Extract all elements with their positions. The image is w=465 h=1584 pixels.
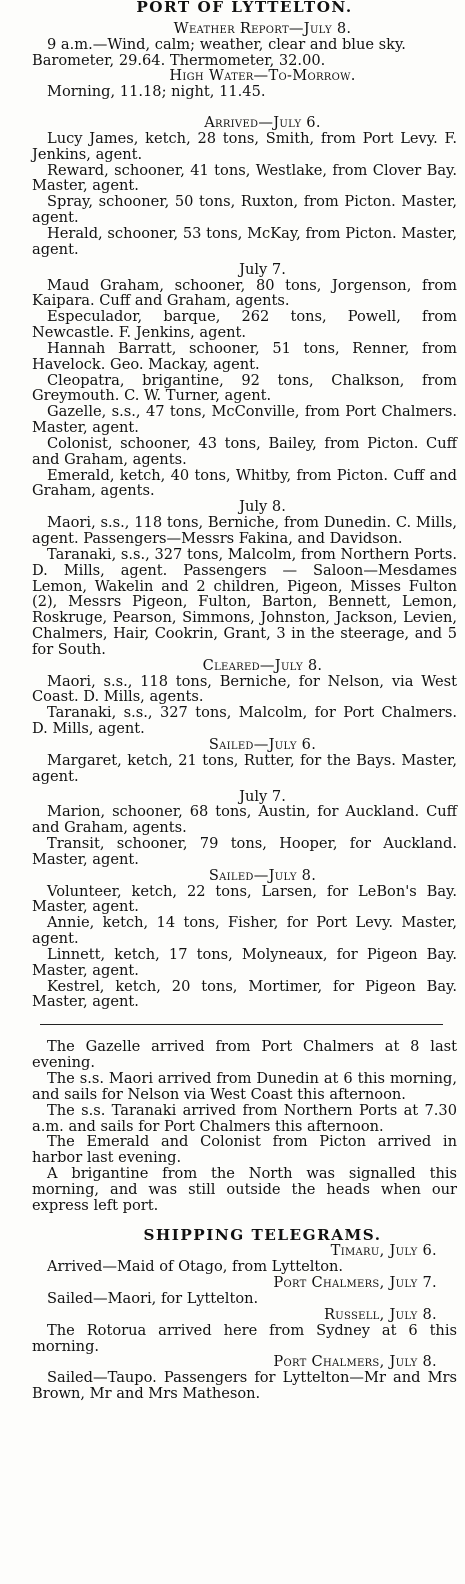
arrival-entry: Maud Graham, schooner, 80 tons, Jorgenson, from Kaipara. Cuff and Graham, agents. bbox=[32, 276, 457, 310]
arrival-entry: Herald, schooner, 53 tons, McKay, from Picton. Master, agent. bbox=[32, 224, 457, 258]
high-water-heading: High Water—To-Morrow. bbox=[169, 67, 356, 85]
arrival-entry: Taranaki, s.s., 327 tons, Malcolm, from Northern Ports. D. Mills, agent. Passengers — Saloon—Mesdames Lemon, Wakelin and 2 children, Pigeon, Misses Fulton (2), Messrs Pigeon, Fulton, Barton, Bennett, Lemon, Roskruge, Pearson, Simmons, Johnston, Jackson, Levien, Chalmers, Hair, Cookrin, Grant, 3 in the steerage, and 5 for South. bbox=[32, 545, 457, 658]
sailed-entry: Marion, schooner, 68 tons, Austin, for Auckland. Cuff and Graham, agents. bbox=[32, 803, 457, 837]
harbor-note: The s.s. Maori arrived from Dunedin at 6 this morning, and sails for Nelson via West Coast this afternoon. bbox=[32, 1070, 457, 1103]
arrival-entry: Lucy James, ketch, 28 tons, Smith, from Port Levy. F. Jenkins, agent. bbox=[32, 129, 457, 163]
sailed-entry: Volunteer, ketch, 22 tons, Larsen, for LeBon's Bay. Master, agent. bbox=[32, 882, 457, 916]
telegram-text: Arrived—Maid of Otago, from Lyttelton. bbox=[47, 1258, 344, 1276]
sailed-heading-july8: Sailed—July 8. bbox=[208, 866, 317, 884]
arrival-entry: Reward, schooner, 41 tons, Westlake, from Clover Bay. Master, agent. bbox=[32, 161, 457, 195]
section-divider bbox=[40, 1024, 443, 1025]
harbor-note: The Emerald and Colonist from Picton arrived in harbor last evening. bbox=[32, 1133, 457, 1167]
telegram-dateline: Russell, July 8. bbox=[323, 1305, 437, 1323]
arrival-entry: Cleopatra, brigantine, 92 tons, Chalkson, from Greymouth. C. W. Turner, agent. bbox=[32, 371, 457, 405]
arrived-heading: Arrived—July 6. bbox=[204, 114, 321, 132]
cleared-entry: Maori, s.s., 118 tons, Berniche, for Nelson, via West Coast. D. Mills, agents. bbox=[32, 672, 457, 706]
arrival-entry: Gazelle, s.s., 47 tons, McConville, from Port Chalmers. Master, agent. bbox=[32, 403, 457, 437]
page-title: PORT OF LYTTELTON. bbox=[136, 0, 353, 16]
arrived-date-july7: July 7. bbox=[239, 260, 286, 278]
arrival-entry: Maori, s.s., 118 tons, Berniche, from Dunedin. C. Mills, agent. Passengers—Messrs Fakina, and Davidson. bbox=[32, 514, 457, 547]
telegram-dateline: Port Chalmers, July 8. bbox=[273, 1353, 437, 1371]
weather-line: 9 a.m.—Wind, calm; weather, clear and blue sky. bbox=[47, 35, 406, 53]
high-water-line: Morning, 11.18; night, 11.45. bbox=[47, 83, 266, 101]
sailed-entry: Transit, schooner, 79 tons, Hooper, for Auckland. Master, agent. bbox=[32, 835, 457, 868]
sailed-entry: Linnett, ketch, 17 tons, Molyneaux, for Pigeon Bay. Master, agent. bbox=[32, 945, 457, 979]
arrival-entry: Spray, schooner, 50 tons, Ruxton, from Picton. Master, agent. bbox=[32, 193, 457, 227]
harbor-note: A brigantine from the North was signalled this morning, and was still outside the heads when our express left port. bbox=[32, 1165, 457, 1214]
harbor-note: The s.s. Taranaki arrived from Northern Ports at 7.30 a.m. and sails for Port Chalmers this afternoon. bbox=[32, 1101, 457, 1135]
weather-report-heading: Weather Report—July 8. bbox=[173, 19, 352, 37]
telegram-text: Sailed—Maori, for Lyttelton. bbox=[47, 1289, 259, 1307]
arrival-entry: Emerald, ketch, 40 tons, Whitby, from Picton. Cuff and Graham, agents. bbox=[32, 466, 457, 500]
harbor-note: The Gazelle arrived from Port Chalmers at 8 last evening. bbox=[32, 1038, 457, 1072]
telegram-text: The Rotorua arrived here from Sydney at 6 this morning. bbox=[32, 1321, 457, 1355]
arrival-entry: Hannah Barratt, schooner, 51 tons, Renner, from Havelock. Geo. Mackay, agent. bbox=[32, 339, 457, 373]
telegram-dateline: Timaru, July 6. bbox=[330, 1242, 437, 1260]
sailed-date-july7: July 7. bbox=[239, 787, 286, 805]
arrived-date-july8: July 8. bbox=[239, 498, 286, 516]
sailed-entry: Annie, ketch, 14 tons, Fisher, for Port Levy. Master, agent. bbox=[32, 914, 457, 948]
telegram-dateline: Port Chalmers, July 7. bbox=[273, 1274, 437, 1292]
arrival-entry: Especulador, barque, 262 tons, Powell, from Newcastle. F. Jenkins, agent. bbox=[32, 308, 457, 342]
sailed-entry: Margaret, ketch, 21 tons, Rutter, for the Bays. Master, agent. bbox=[32, 751, 457, 785]
arrival-entry: Colonist, schooner, 43 tons, Bailey, from Picton. Cuff and Graham, agents. bbox=[32, 434, 457, 468]
sailed-heading: Sailed—July 6. bbox=[208, 735, 317, 753]
cleared-entry: Taranaki, s.s., 327 tons, Malcolm, for Port Chalmers. D. Mills, agent. bbox=[32, 704, 457, 738]
barometer-line: Barometer, 29.64. Thermometer, 32.00. bbox=[32, 51, 326, 69]
cleared-heading: Cleared—July 8. bbox=[202, 656, 323, 674]
sailed-entry: Kestrel, ketch, 20 tons, Mortimer, for Pigeon Bay. Master, agent. bbox=[32, 977, 457, 1011]
telegram-text: Sailed—Taupo. Passengers for Lyttelton—Mr and Mrs Brown, Mr and Mrs Matheson. bbox=[32, 1369, 457, 1403]
telegrams-heading: SHIPPING TELEGRAMS. bbox=[143, 1225, 382, 1244]
